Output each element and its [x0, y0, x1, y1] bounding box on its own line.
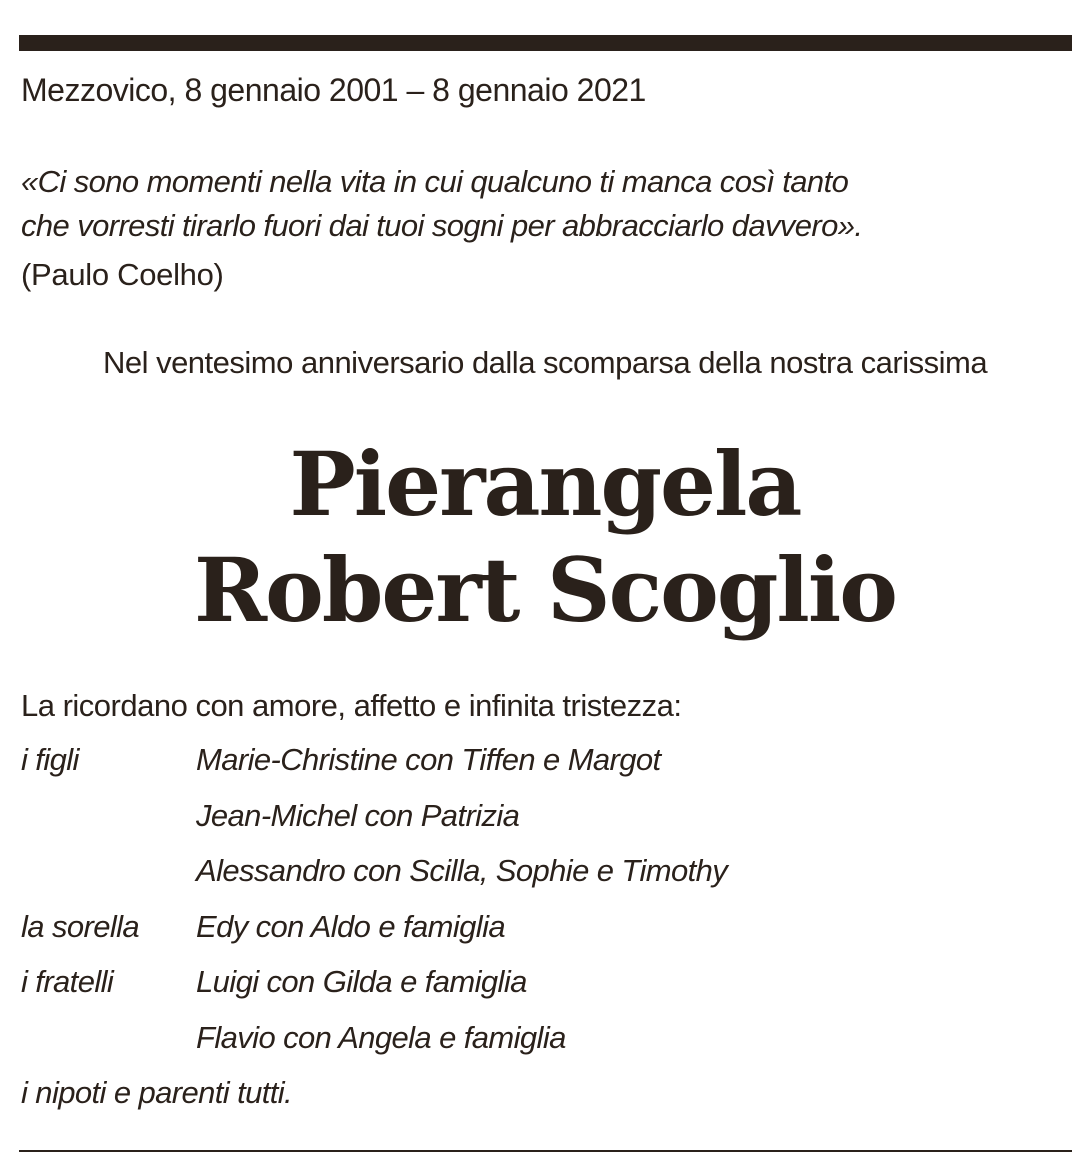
closing-line: i nipoti e parenti tutti.	[21, 1075, 293, 1110]
quote-author: (Paulo Coelho)	[21, 257, 224, 292]
quote-line: che vorresti tirarlo fuori dai tuoi sogni per abbracciarlo davvero».	[21, 208, 863, 243]
quote-line: «Ci sono momenti nella vita in cui qualcuno ti manca così tanto	[21, 164, 849, 199]
deceased-first-name: Pierangela	[289, 432, 801, 536]
family-names: Marie-Christine con Tiffen e Margot	[196, 742, 661, 777]
family-names: Alessandro con Scilla, Sophie e Timothy	[196, 853, 728, 888]
family-names: Jean-Michel con Patrizia	[196, 798, 520, 833]
family-role: i fratelli	[21, 964, 114, 999]
bottom-rule	[19, 1150, 1072, 1152]
place-date: Mezzovico, 8 gennaio 2001 – 8 gennaio 2021	[21, 72, 646, 108]
family-names: Edy con Aldo e famiglia	[196, 909, 506, 944]
family-role: i figli	[21, 742, 79, 777]
family-names: Luigi con Gilda e famiglia	[196, 964, 527, 999]
deceased-surname: Robert Scoglio	[194, 538, 896, 642]
remembered-by: La ricordano con amore, affetto e infinita tristezza:	[21, 688, 682, 723]
quote	[21, 160, 1061, 248]
family-names: Flavio con Angela e famiglia	[196, 1020, 566, 1055]
family-role: la sorella	[21, 909, 140, 944]
intro-text: Nel ventesimo anniversario dalla scomparsa della nostra carissima	[102, 345, 988, 380]
top-rule	[19, 35, 1072, 51]
